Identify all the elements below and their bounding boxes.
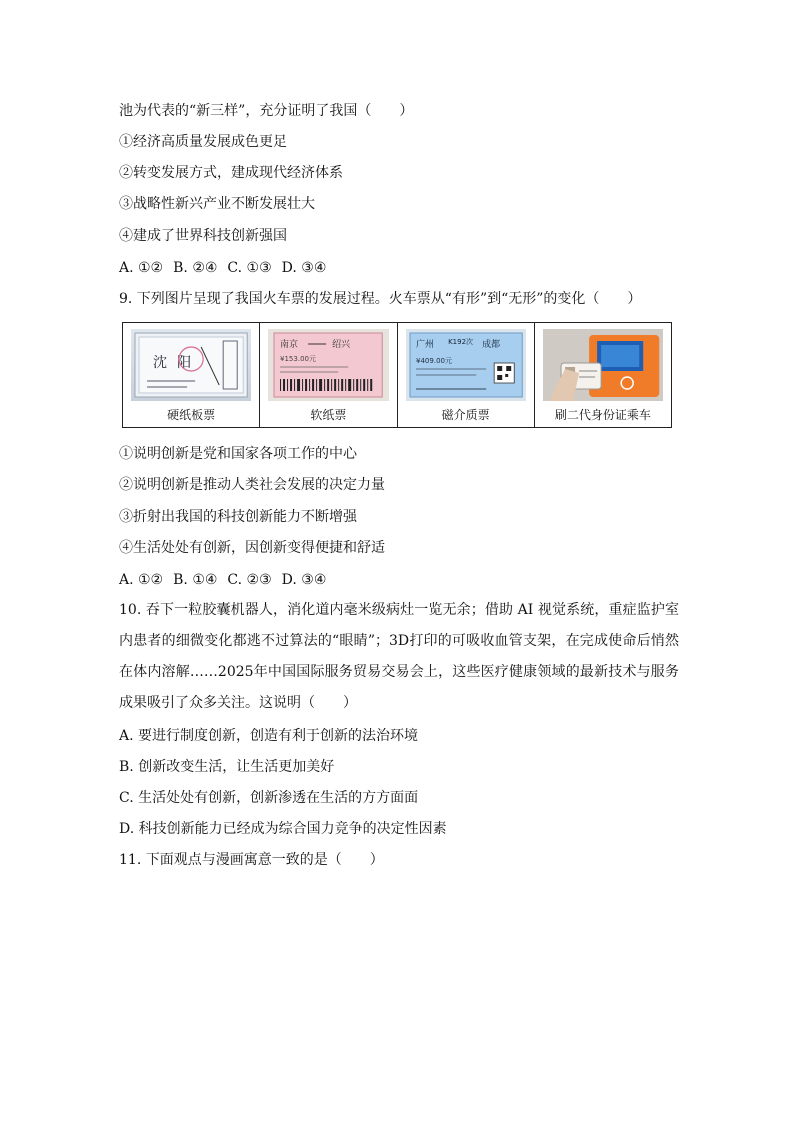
caption-hard-ticket: 硬纸板票 — [167, 408, 216, 422]
svg-text:成都: 成都 — [481, 340, 500, 350]
q8-item-3: ③战略性新兴产业不断发展壮大 — [119, 196, 315, 212]
q8-item-2: ②转变发展方式，建成现代经济体系 — [119, 165, 343, 181]
ticket-image-table — [122, 322, 672, 428]
hard-ticket-photo — [131, 329, 251, 401]
ticket-cell-magnetic — [398, 323, 535, 427]
q9-stem: 9. 下列图片呈现了我国火车票的发展过程。火车票从“有形”到“无形”的变化（ ） — [119, 291, 642, 307]
q8-option-b: B. ②④ — [173, 260, 218, 276]
svg-text:沈: 沈 — [153, 355, 168, 371]
q10-option-c: C. 生活处处有创新，创新渗透在生活的方方面面 — [119, 790, 419, 806]
q8-stem-tail: 池为代表的“新三样”，充分证明了我国（ ） — [119, 103, 414, 119]
q9-item-4: ④生活处处有创新，因创新变得便捷和舒适 — [119, 540, 385, 556]
q10-stem: 10. 吞下一粒胶囊机器人，消化道内毫米级病灶一览无余；借助 AI 视觉系统，重症监护室内患者的细微变化都逃不过算法的“眼睛”；3D打印的可吸收血管支架，在完成使命后悄然在体内溶解……2025年中国国际服务贸易交易会上，这些医疗健康领域的最新技术与服务成果吸引了众多关注。这说明（ ） — [119, 602, 679, 711]
q11-stem: 11. 下面观点与漫画寓意一致的是（ ） — [119, 852, 384, 868]
q8-item-1: ①经济高质量发展成色更足 — [119, 134, 287, 150]
q9-option-a: A. ①② — [119, 572, 164, 588]
q10-option-b: B. 创新改变生活，让生活更加美好 — [119, 759, 335, 775]
svg-text:南京: 南京 — [280, 340, 299, 350]
magnetic-ticket-photo — [406, 329, 526, 401]
q8-option-d: D. ③④ — [281, 260, 327, 276]
svg-text:阳: 阳 — [177, 355, 192, 371]
q8-options — [119, 258, 336, 278]
q9-item-1: ①说明创新是党和国家各项工作的中心 — [119, 446, 357, 462]
q9-option-b: B. ①④ — [173, 572, 218, 588]
svg-text:K192次: K192次 — [447, 338, 473, 346]
q8-item-4: ④建成了世界科技创新强国 — [119, 228, 287, 244]
caption-magnetic-ticket: 磁介质票 — [441, 408, 490, 422]
ticket-cell-hard — [123, 323, 260, 427]
ticket-cell-id-card — [535, 323, 671, 427]
q10-option-d: D. 科技创新能力已经成为综合国力竞争的决定性因素 — [119, 821, 447, 837]
q8-option-c: C. ①③ — [227, 260, 272, 276]
svg-text:¥409.00元: ¥409.00元 — [415, 357, 452, 365]
q8-option-a: A. ①② — [119, 260, 164, 276]
q9-options — [119, 570, 336, 590]
q9-option-d: D. ③④ — [281, 572, 327, 588]
svg-text:¥153.00元: ¥153.00元 — [280, 355, 317, 363]
svg-text:广州: 广州 — [415, 340, 434, 350]
id-card-gate-photo — [543, 329, 663, 401]
soft-ticket-photo — [268, 329, 388, 401]
ticket-cell-soft — [260, 323, 397, 427]
svg-text:绍兴: 绍兴 — [332, 340, 351, 350]
q9-item-3: ③折射出我国的科技创新能力不断增强 — [119, 509, 357, 525]
caption-soft-ticket: 软纸票 — [310, 408, 347, 422]
caption-id-card-ticket: 刷二代身份证乘车 — [554, 408, 651, 422]
q9-option-c: C. ②③ — [227, 572, 272, 588]
q10-option-a: A. 要进行制度创新，创造有利于创新的法治环境 — [119, 728, 419, 744]
q9-item-2: ②说明创新是推动人类社会发展的决定力量 — [119, 477, 385, 493]
